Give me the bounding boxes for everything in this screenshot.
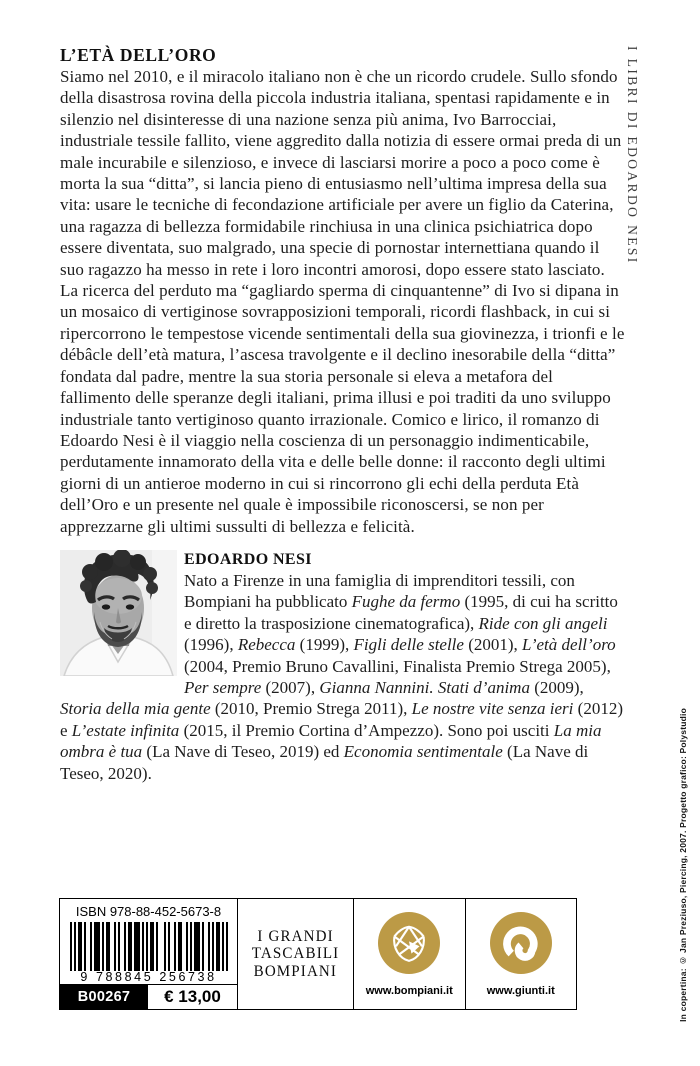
isbn-label: ISBN 978-88-452-5673-8 bbox=[75, 904, 222, 919]
spine-label: I LIBRI DI EDOARDO NESI bbox=[625, 46, 640, 265]
main-text-column bbox=[60, 44, 626, 784]
footer-strip bbox=[59, 898, 577, 1010]
author-photo bbox=[60, 550, 177, 676]
author-section bbox=[60, 550, 626, 784]
bompiani-logo-icon bbox=[378, 912, 440, 974]
bompiani-cell bbox=[353, 899, 465, 1009]
giunti-logo-icon bbox=[490, 912, 552, 974]
barcode bbox=[70, 922, 228, 971]
isbn-cell bbox=[60, 899, 237, 1009]
book-title: L’ETÀ DELL’ORO bbox=[60, 45, 217, 65]
collection-cell bbox=[237, 899, 353, 1009]
author-name: EDOARDO NESI bbox=[184, 550, 312, 568]
bompiani-url: www.bompiani.it bbox=[365, 985, 453, 997]
cover-credit: In copertina: © Jan Preziuso, Piercing, 2007. Progetto grafico: Polystudio bbox=[678, 708, 688, 1022]
collection-line: BOMPIANI bbox=[253, 962, 338, 980]
price: € 13,00 bbox=[164, 987, 221, 1007]
product-code: B00267 bbox=[60, 985, 148, 1009]
collection-line: TASCABILI bbox=[251, 945, 340, 963]
giunti-url: www.giunti.it bbox=[486, 985, 555, 997]
giunti-cell bbox=[465, 899, 577, 1009]
code-price-row bbox=[60, 984, 237, 1009]
collection-line: I GRANDI bbox=[257, 927, 334, 945]
barcode-digits: 9 788845 256738 bbox=[80, 970, 217, 985]
author-bio: Nato a Firenze in una famiglia di imprenditori tessili, con Bompiani ha pubblicato Fughe da fermo (1995, di cui ha scritto e diretto la trasposizione cinematografica), Ride con gli angeli (1996), Rebecca (1999), Figli delle stelle (2001), L’età dell’oro (2004, Premio Bruno Cavallini, Finalista Premio Strega 2005), Per sempre (2007), Gianna Nannini. Stati d’anima (2009), Storia della mia gente (2010, Premio Strega 2011), Le nostre vite senza ieri (2012) e L’estate infinita (2015, il Premio Cortina d’Ampezzo). Sono poi usciti La mia ombra è tua (La Nave di Teseo, 2019) ed Economia sentimentale (La Nave di Teseo, 2020). bbox=[60, 570, 623, 783]
synopsis-text: Siamo nel 2010, e il miracolo italiano non è che un ricordo crudele. Sullo sfondo della disastrosa rovina della piccola industria italiana, spentasi rapidamente e in silenzio nel disinteresse di una nazione senza più anima, Ivo Barrocciai, industriale tessile fallito, viene aggredito dalla notizia di essere ormai preda di un male incurabile e silenzioso, e invece di lasciarsi morire a poco a poco come è morta la sua “ditta”, si lancia pieno di entusiasmo nell’ultima impresa della sua vita: usare le tecniche di fecondazione artificiale per avere un figlio da Caterina, una ragazza di bellezza formidabile rinchiusa in una clinica psichiatrica dopo essere diventata, suo malgrado, una specie di pornostar internettiana quando il suo ragazzo ha messo in rete i loro incontri amorosi, dopo essere stato lasciato. La ricerca del perduto ma “gagliardo sperma di cinquantenne” di Ivo si dipana in un mosaico di vertiginose sovrapposizioni temporali, ricordi flashback, in cui si ripercorrono le tempestose vicende sentimentali della sua giovinezza, i trionfi e le débâcle dell’età matura, l’ascesa travolgente e il declino inesorabile della “ditta” fondata dal padre, mentre la sua storia personale si eleva a metafora del fallimento delle speranze degli italiani, prima illusi e poi traditi da uno sviluppo industriale tanto vertiginoso quanto irrazionale. Comico e lirico, il romanzo di Edoardo Nesi è il viaggio nella coscienza di un personaggio indimenticabile, perdutamente innamorato della vita e delle belle donne: il racconto degli ultimi giorni di un antieroe moderno in cui si rincorrono gli echi della perduta Età dell’Oro e un presente nel quale è impossibile riconoscersi, se non per apprezzarne gli ultimi sussulti di bellezza e felicità. bbox=[60, 67, 625, 536]
